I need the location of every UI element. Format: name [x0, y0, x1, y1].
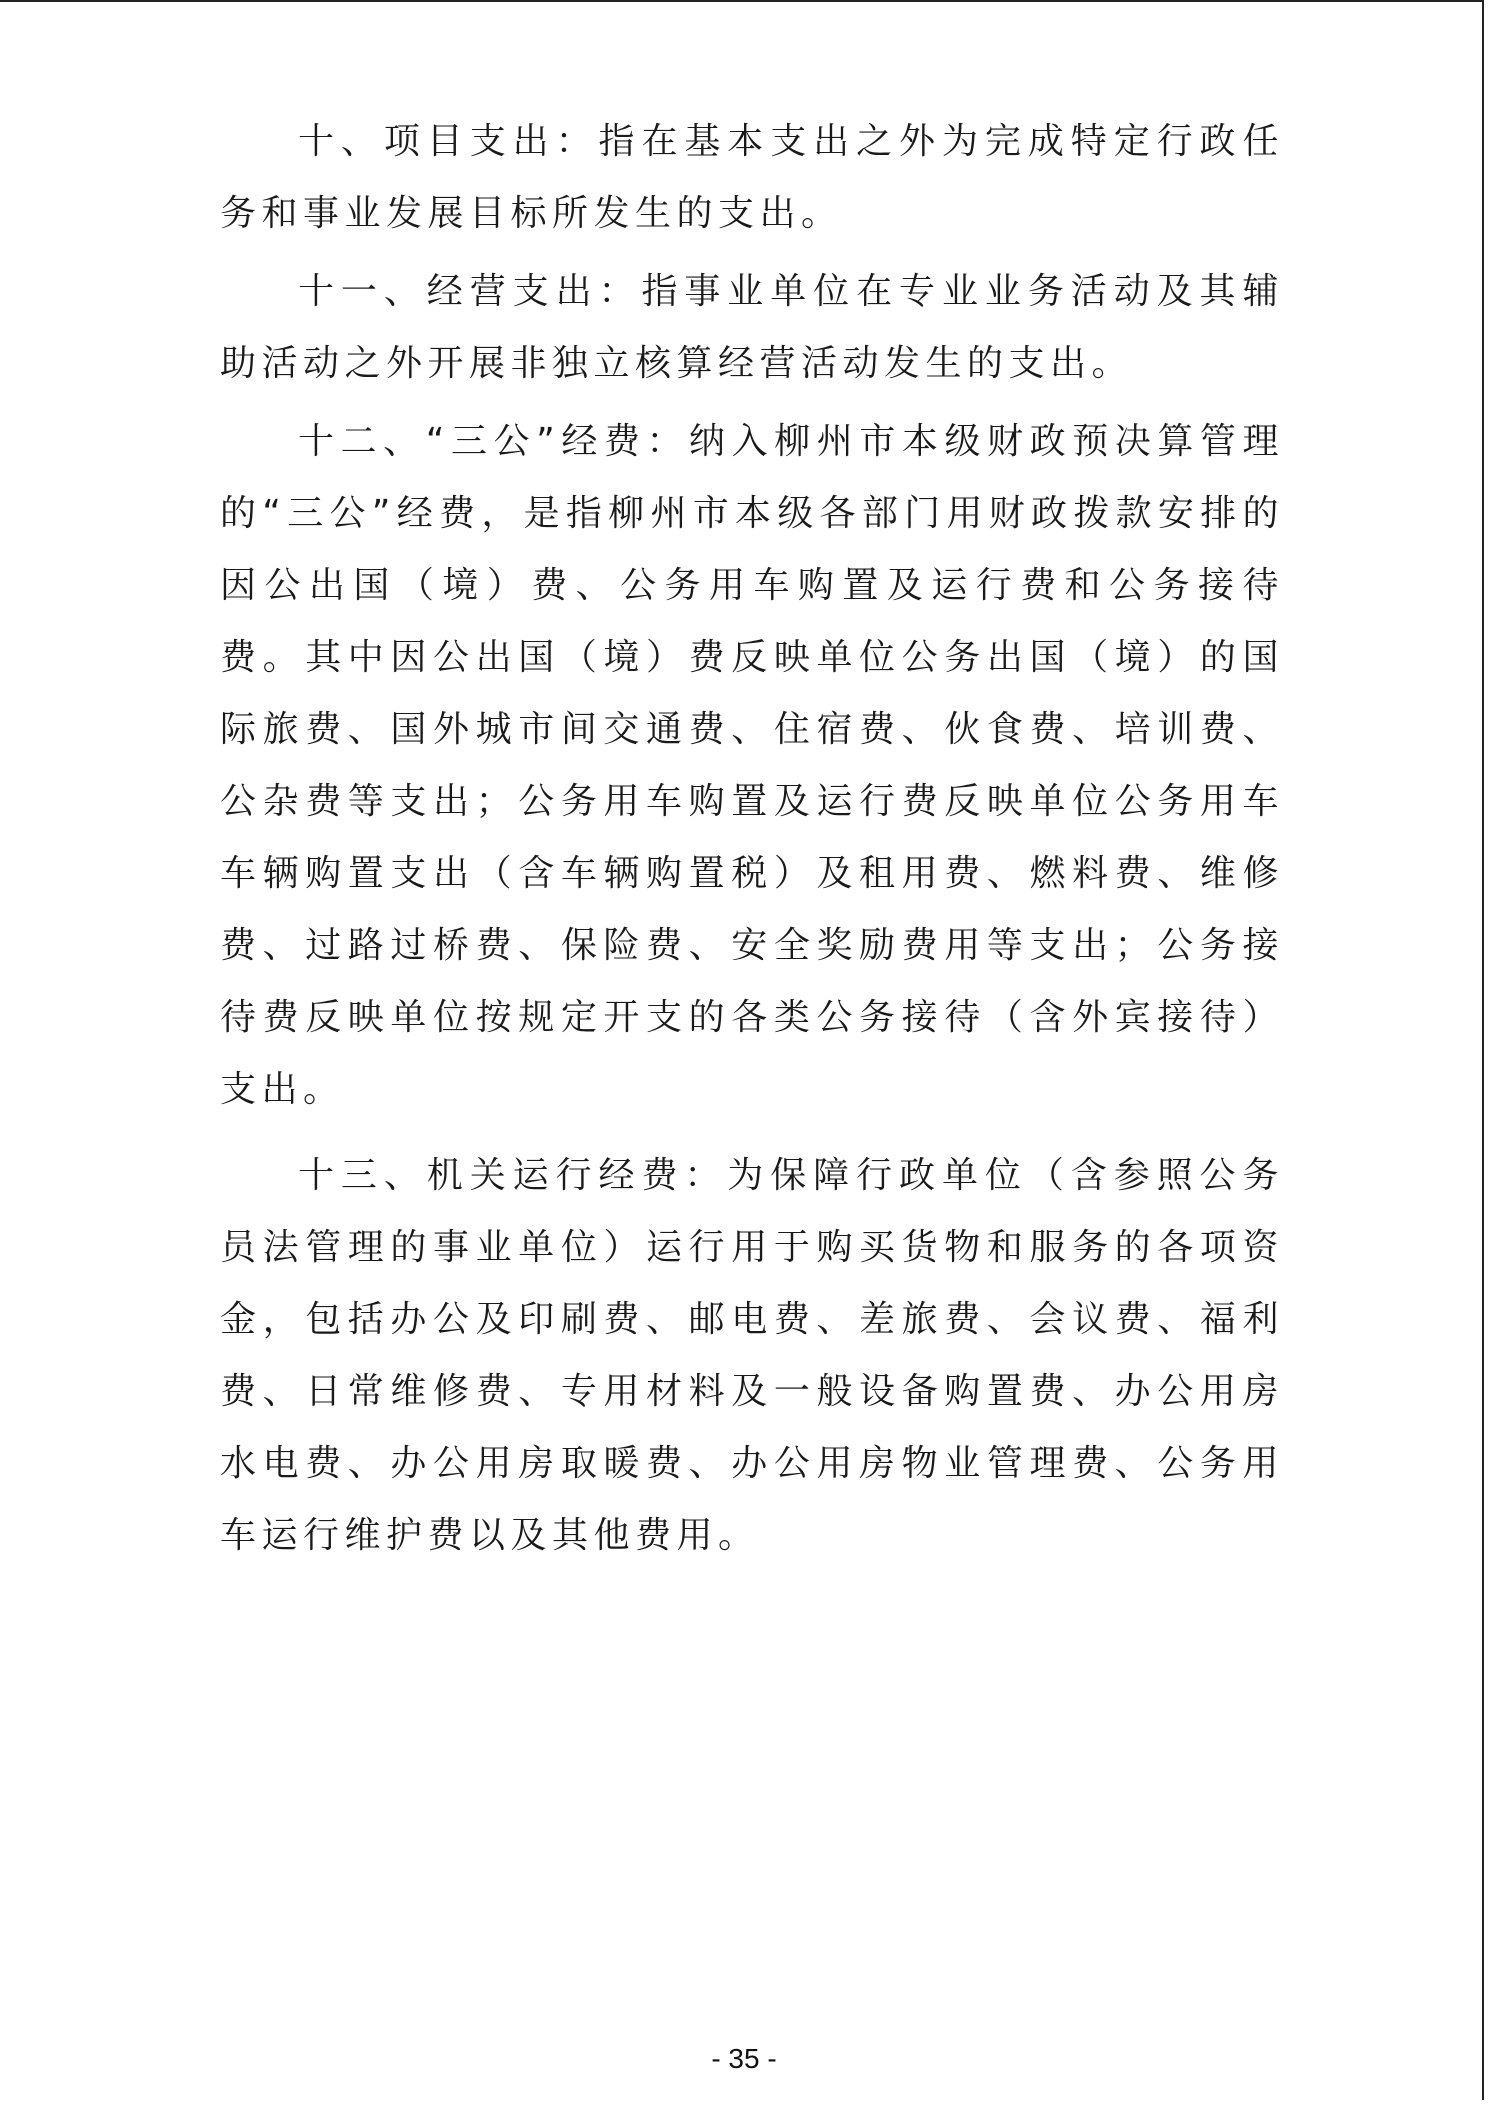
- paragraph-agency-operating-expenses: 十三、机关运行经费：为保障行政单位（含参照公务员法管理的事业单位）运行用于购买货物和服务的各项资金，包括办公及印刷费、邮电费、差旅费、会议费、福利费、日常维修费、专用材料及一般设备购置费、办公用房水电费、办公用房取暖费、办公用房物业管理费、公务用车运行维护费以及其他费用。: [220, 1155, 1284, 1556]
- document-body: [220, 106, 1284, 1572]
- paragraph-operating-expenditure: 十一、经营支出：指事业单位在专业业务活动及其辅助活动之外开展非独立核算经营活动发生的支出。: [220, 271, 1284, 384]
- paragraph-three-public-expenses: 十二、“三公”经费：纳入柳州市本级财政预决算管理的“三公”经费，是指柳州市本级各部门用财政拨款安排的因公出国（境）费、公务用车购置及运行费和公务接待费。其中因公出国（境）费反映单位公务出国（境）的国际旅费、国外城市间交通费、住宿费、伙食费、培训费、公杂费等支出；公务用车购置及运行费反映单位公务用车车辆购置支出（含车辆购置税）及租用费、燃料费、维修费、过路过桥费、保险费、安全奖励费用等支出；公务接待费反映单位按规定开支的各类公务接待（含外宾接待）支出。: [220, 421, 1284, 1110]
- page-number: - 35 -: [711, 2043, 777, 2074]
- paragraph-project-expenditure: 十、项目支出：指在基本支出之外为完成特定行政任务和事业发展目标所发生的支出。: [220, 121, 1284, 234]
